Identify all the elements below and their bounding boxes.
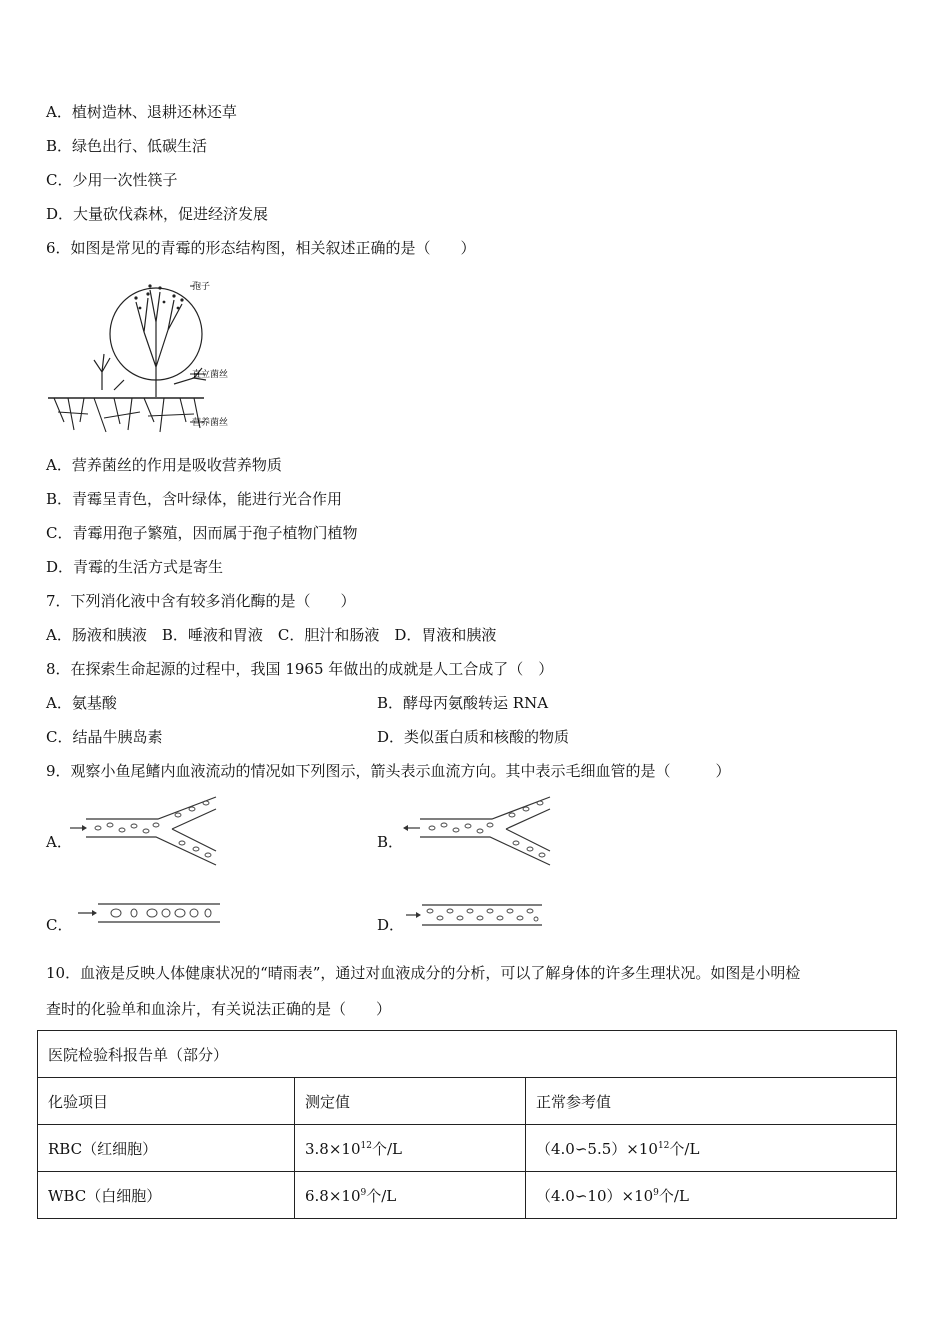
q5-option-a: A．植树造林、退耕还林还草 (46, 103, 237, 121)
q8-stem: 8．在探索生命起源的过程中，我国 1965 年做出的成就是人工合成了（ ） (46, 660, 554, 678)
q6-option-c: C．青霉用孢子繁殖，因而属于孢子植物门植物 (46, 524, 358, 542)
row-item: RBC（红细胞） (38, 1125, 295, 1172)
q10-stem-line2: 查时的化验单和血涂片，有关说法正确的是（ ） (46, 1000, 392, 1018)
q5-option-d: D．大量砍伐森林，促进经济发展 (46, 205, 269, 223)
q9-label-c: C． (46, 916, 73, 934)
table-row (38, 1172, 897, 1219)
q7-stem: 7．下列消化液中含有较多消化酶的是（ ） (46, 592, 356, 610)
q8-option-c: C．结晶牛胰岛素 (46, 728, 163, 746)
report-title-row (38, 1031, 897, 1078)
q6-stem: 6．如图是常见的青霉的形态结构图，相关叙述正确的是（ ） (46, 239, 476, 257)
report-header-row (38, 1078, 897, 1125)
label-aerial-hyphae: 直立菌丝 (192, 370, 229, 380)
report-title: 医院检验科报告单（部分） (38, 1031, 897, 1078)
row-value: $6.8\times 10^9$个/L (295, 1172, 526, 1219)
q5-option-b: B．绿色出行、低碳生活 (46, 137, 208, 155)
header-reference: 正常参考值 (526, 1078, 897, 1125)
q6-option-a: A．营养菌丝的作用是吸收营养物质 (46, 456, 282, 474)
q7-options: A．肠液和胰液 B．唾液和胃液 C．胆汁和肠液 D．胃液和胰液 (46, 626, 497, 644)
q8-option-d: D．类似蛋白质和核酸的物质 (377, 728, 570, 746)
row-reference: $(4.0∽10)\times 10^9$个/L (526, 1172, 897, 1219)
label-spore: 孢子 (192, 282, 211, 292)
vessel-figure-a (68, 795, 223, 870)
q9-stem: 9．观察小鱼尾鳍内血液流动的情况如下列图示，箭头表示血流方向。其中表示毛细血管的是（ ） (46, 762, 731, 780)
row-item: WBC（白细胞） (38, 1172, 295, 1219)
label-vegetative-hyphae: 营养菌丝 (192, 418, 229, 428)
penicillium-figure (44, 272, 244, 442)
table-row (38, 1125, 897, 1172)
lab-report-table (37, 1030, 897, 1219)
q10-stem-line1: 10．血液是反映人体健康状况的“晴雨表”，通过对血液成分的分析，可以了解身体的许多生理状况。如图是小明检 (46, 964, 801, 982)
q8-option-a: A．氨基酸 (46, 694, 117, 712)
row-reference: $(4.0∽5.5)\times 10^{12}$个/L (526, 1125, 897, 1172)
vessel-figure-b (402, 795, 557, 870)
row-value: $3.8\times 10^{12}$个/L (295, 1125, 526, 1172)
q6-option-d: D．青霉的生活方式是寄生 (46, 558, 224, 576)
header-item: 化验项目 (38, 1078, 295, 1125)
vessel-figure-c (76, 900, 226, 930)
q6-option-b: B．青霉呈青色，含叶绿体，能进行光合作用 (46, 490, 343, 508)
q5-option-c: C．少用一次性筷子 (46, 171, 178, 189)
q9-label-a: A． (46, 833, 72, 851)
q8-option-b: B．酵母丙氨酸转运 RNA (377, 694, 549, 712)
q9-label-d: D． (377, 916, 405, 934)
vessel-figure-d (404, 902, 544, 930)
header-value: 测定值 (295, 1078, 526, 1125)
q9-label-b: B． (377, 833, 404, 851)
